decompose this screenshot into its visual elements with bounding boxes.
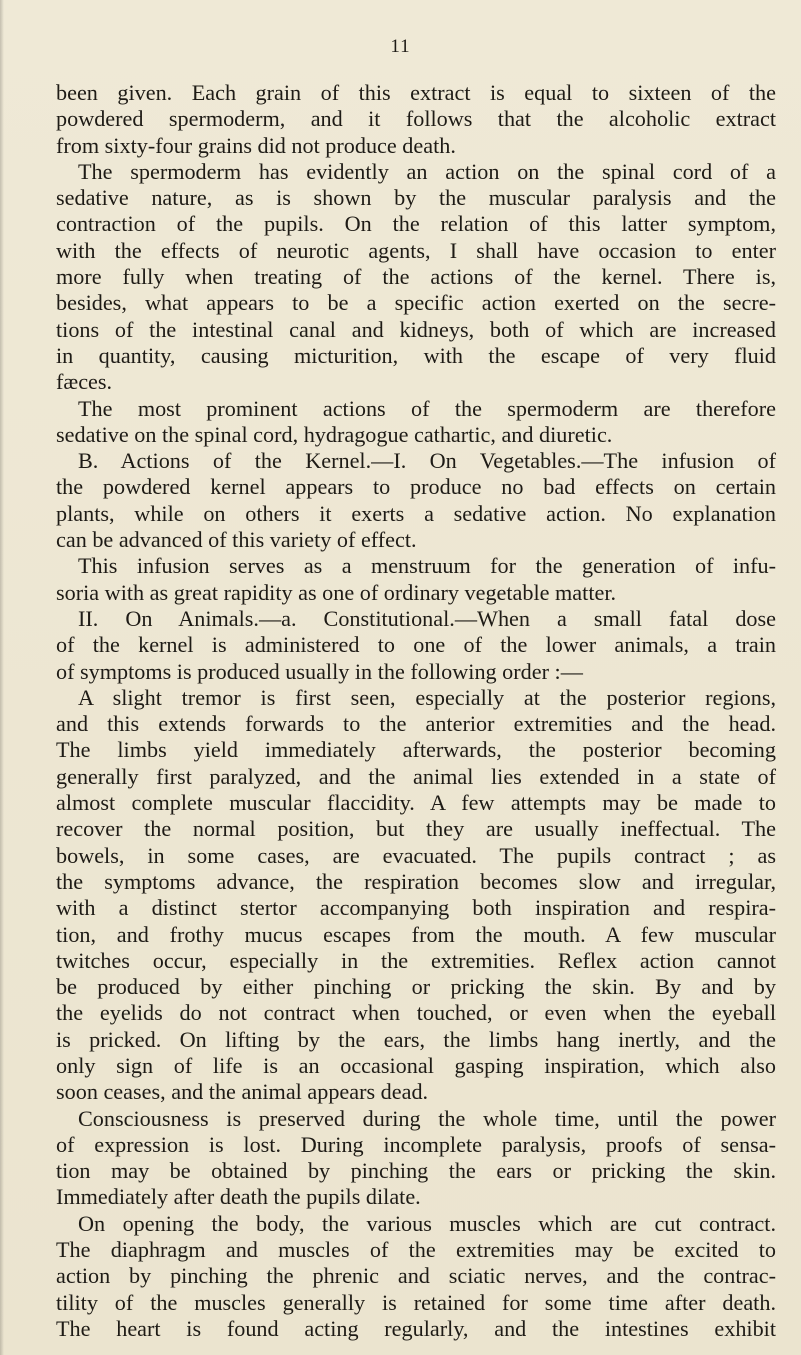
- text-line: the symptoms advance, the respiration becomes slow and irregular,: [56, 868, 776, 894]
- page-number: 11: [390, 36, 411, 57]
- text-line: be produced by either pinching or pricking the skin. By and by: [56, 974, 776, 1000]
- page-gutter-shadow: [0, 0, 4, 1355]
- text-line: of the kernel is administered to one of the lower animals, a train: [56, 632, 776, 658]
- text-line: soria with as great rapidity as one of ordinary vegetable matter.: [56, 579, 617, 605]
- text-line: only sign of life is an occasional gasping inspiration, which also: [56, 1052, 776, 1078]
- text-line: action by pinching the phrenic and sciatic nerves, and the contrac-: [56, 1263, 776, 1289]
- text-line: This infusion serves as a menstruum for the generation of infu-: [78, 553, 776, 579]
- text-line: contraction of the pupils. On the relation of this latter symptom,: [56, 211, 776, 237]
- text-line: can be advanced of this variety of effect.: [56, 527, 417, 553]
- text-line: A slight tremor is first seen, especially at the posterior regions,: [78, 684, 776, 710]
- text-line: fæces.: [56, 369, 113, 395]
- body-text: [56, 80, 776, 1342]
- text-line: the powdered kernel appears to produce no bad effects on certain: [56, 474, 776, 500]
- text-line: The most prominent actions of the spermoderm are therefore: [78, 395, 776, 421]
- text-line: been given. Each grain of this extract is equal to sixteen of the: [56, 80, 776, 105]
- text-line: Immediately after death the pupils dilate.: [56, 1184, 421, 1210]
- text-line: B. Actions of the Kernel.—I. On Vegetables.—The infusion of: [78, 448, 776, 474]
- text-line: more fully when treating of the actions of the kernel. There is,: [56, 264, 776, 290]
- text-line: The limbs yield immediately afterwards, the posterior becoming: [56, 737, 776, 763]
- text-line: sedative nature, as is shown by the muscular paralysis and the: [56, 185, 776, 211]
- text-line: twitches occur, especially in the extremities. Reflex action cannot: [56, 947, 776, 973]
- text-line: On opening the body, the various muscles which are cut contract.: [78, 1210, 776, 1236]
- text-line: besides, what appears to be a specific action exerted on the secre-: [56, 290, 776, 316]
- text-line: of symptoms is produced usually in the following order :—: [56, 658, 583, 684]
- text-line: almost complete muscular flaccidity. A few attempts may be made to: [56, 790, 776, 816]
- text-line: tions of the intestinal canal and kidneys, both of which are increased: [56, 316, 776, 342]
- text-line: tion may be obtained by pinching the ears or pricking the skin.: [56, 1158, 776, 1184]
- text-line: powdered spermoderm, and it follows that the alcoholic extract: [56, 106, 776, 132]
- text-line: plants, while on others it exerts a sedative action. No explanation: [56, 500, 776, 526]
- text-line: is pricked. On lifting by the ears, the limbs hang inertly, and the: [56, 1026, 776, 1052]
- text-line: with the effects of neurotic agents, I shall have occasion to enter: [56, 237, 776, 263]
- text-line: and this extends forwards to the anterior extremities and the head.: [56, 711, 776, 737]
- text-line: the eyelids do not contract when touched, or even when the eyeball: [56, 1000, 776, 1026]
- text-line: Consciousness is preserved during the whole time, until the power: [78, 1105, 776, 1131]
- text-line: generally first paralyzed, and the animal lies extended in a state of: [56, 763, 776, 789]
- text-line: soon ceases, and the animal appears dead.: [56, 1079, 429, 1105]
- text-line: with a distinct stertor accompanying both inspiration and respira-: [56, 895, 776, 921]
- text-line: The diaphragm and muscles of the extremities may be excited to: [56, 1237, 776, 1263]
- text-line: II. On Animals.—a. Constitutional.—When a small fatal dose: [78, 605, 776, 631]
- text-line: sedative on the spinal cord, hydragogue cathartic, and diuretic.: [56, 421, 613, 447]
- text-line: bowels, in some cases, are evacuated. The pupils contract ; as: [56, 842, 776, 868]
- text-line: of expression is lost. During incomplete paralysis, proofs of sensa-: [56, 1131, 776, 1157]
- text-line: The spermoderm has evidently an action on the spinal cord of a: [78, 158, 776, 184]
- text-line: from sixty-four grains did not produce death.: [56, 132, 456, 158]
- text-line: tion, and frothy mucus escapes from the mouth. A few muscular: [56, 921, 776, 947]
- text-line: The heart is found acting regularly, and the intestines exhibit: [56, 1315, 776, 1341]
- text-line: tility of the muscles generally is retained for some time after death.: [56, 1289, 776, 1315]
- text-line: recover the normal position, but they are usually ineffectual. The: [56, 816, 776, 842]
- text-line: in quantity, causing micturition, with the escape of very fluid: [56, 342, 776, 368]
